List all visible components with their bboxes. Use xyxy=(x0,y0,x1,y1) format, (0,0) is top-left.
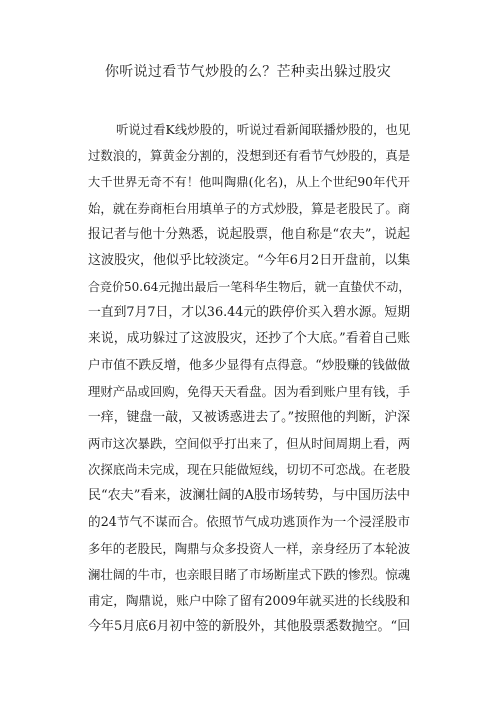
paragraph-line: 户市值不跌反增，他多少显得有点得意。“炒股赚的钱做做 xyxy=(88,357,410,372)
paragraph-line: 报记者与他十分熟悉，说起股票，他自称是“农夫”，说起 xyxy=(88,227,410,242)
paragraph-line: 大千世界无奇不有！他叫陶鼎(化名)，从上个世纪90年代开 xyxy=(88,175,410,189)
paragraph-line: 民“农夫”看来，波澜壮阔的A股市场转势，与中国历法中 xyxy=(88,488,410,503)
paragraph-line: 过数浪的，算黄金分割的，没想到还有看节气炒股的，真是 xyxy=(88,148,411,163)
paragraph-line: 这波股灾，他似乎比较淡定。“今年6月2日开盘前，以集 xyxy=(88,253,411,268)
paragraph-line: 合竞价50.64元抛出最后一笔科华生物后，就一直蛰伏不动， xyxy=(88,280,411,294)
paragraph-line: 理财产品或回购，免得天天看盘。因为看到账户里有钱，手 xyxy=(88,384,411,399)
paragraph-line: 今年5月底6月初中签的新股外，其他股票悉数抛空。“回 xyxy=(88,619,411,634)
paragraph-line: 澜壮阔的牛市，也亲眼目睹了市场断崖式下跌的惨烈。惊魂 xyxy=(88,567,411,582)
paragraph-line: 来说，成功躲过了这波股灾，还抄了个大底。”看着自己账 xyxy=(88,331,410,346)
paragraph-line: 次探底尚未完成，现在只能做短线，切切不可恋战。在老股 xyxy=(88,462,411,477)
paragraph-line: 始，就在券商柜台用填单子的方式炒股，算是老股民了。商 xyxy=(88,201,411,216)
paragraph-line: 一痒，键盘一敲，又被诱惑进去了。”按照他的判断，沪深 xyxy=(88,410,410,425)
paragraph-line: 多年的老股民，陶鼎与众多投资人一样，亲身经历了本轮波 xyxy=(88,541,411,556)
paragraph-line: 一直到7月7日，才以36.44元的跌停价买入碧水源。短期 xyxy=(88,305,410,320)
paragraph-line: 听说过看K线炒股的，听说过看新闻联播炒股的，也见 xyxy=(116,122,411,137)
article-title: 你听说过看节气炒股的么？芒种卖出躲过股灾 xyxy=(105,64,391,80)
paragraph-line: 的24节气不谋而合。依照节气成功逃顶作为一个浸淫股市 xyxy=(88,514,410,529)
paragraph-line: 甫定，陶鼎说，账户中除了留有2009年就买进的长线股和 xyxy=(88,593,410,608)
paragraph-line: 两市这次暴跌，空间似乎打出来了，但从时间周期上看，两 xyxy=(88,436,411,451)
